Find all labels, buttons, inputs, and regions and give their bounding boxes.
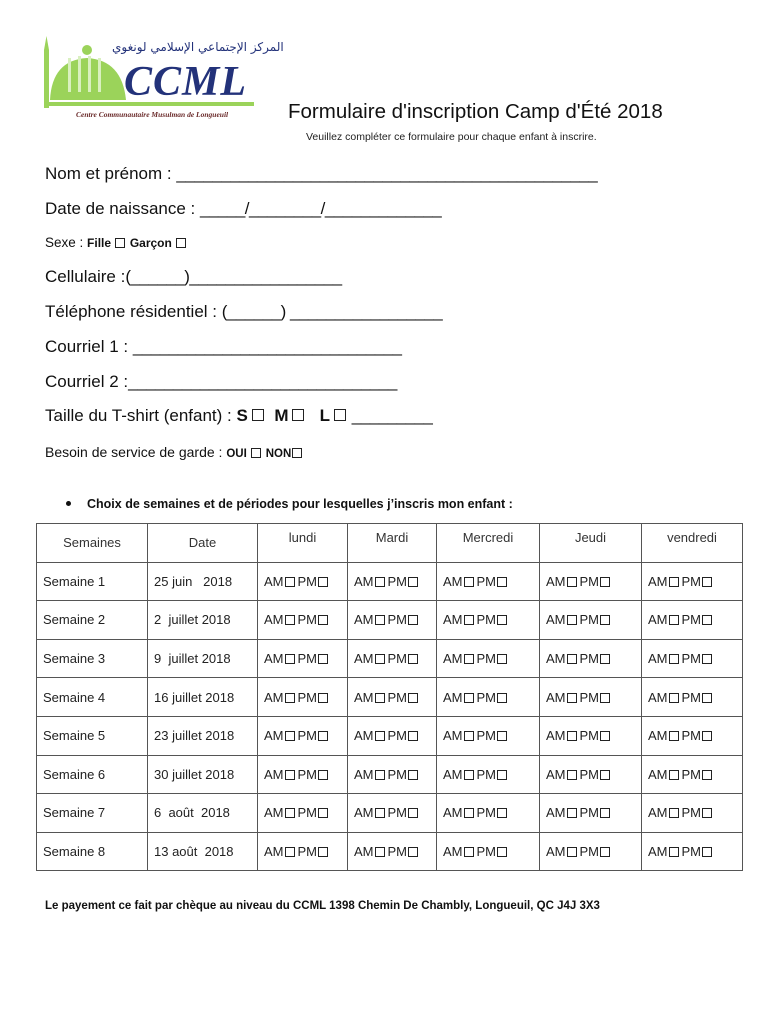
date-cell: 25 juin 2018 bbox=[148, 562, 258, 601]
pm-checkbox[interactable] bbox=[702, 808, 712, 818]
table-row bbox=[37, 678, 743, 717]
week-cell: Semaine 6 bbox=[37, 755, 148, 794]
period-cell bbox=[348, 678, 437, 717]
pm-label: PM bbox=[387, 651, 407, 667]
am-checkbox[interactable] bbox=[464, 731, 474, 741]
am-checkbox[interactable] bbox=[567, 615, 577, 625]
am-checkbox[interactable] bbox=[285, 731, 295, 741]
pm-label: PM bbox=[681, 766, 701, 782]
am-checkbox[interactable] bbox=[669, 693, 679, 703]
am-label: AM bbox=[443, 612, 463, 628]
ccml-logo bbox=[42, 30, 284, 124]
schedule-intro-text: Choix de semaines et de périodes pour lesquelles j’inscris mon enfant : bbox=[87, 497, 513, 511]
am-checkbox[interactable] bbox=[669, 808, 679, 818]
schedule-intro bbox=[66, 497, 513, 511]
dob-label: Date de naissance : bbox=[45, 199, 196, 218]
am-label: AM bbox=[354, 805, 374, 821]
pm-label: PM bbox=[387, 766, 407, 782]
logo-brand: CCML bbox=[124, 59, 248, 105]
am-label: AM bbox=[354, 766, 374, 782]
am-label: AM bbox=[354, 728, 374, 744]
logo-tagline: Centre Communautaire Musulman de Longueuil bbox=[76, 110, 229, 119]
sexe-field bbox=[45, 235, 187, 250]
schedule-header-row bbox=[37, 524, 743, 563]
date-cell: 23 juillet 2018 bbox=[148, 716, 258, 755]
am-label: AM bbox=[264, 573, 284, 589]
am-checkbox[interactable] bbox=[375, 577, 385, 587]
am-label: AM bbox=[648, 728, 668, 744]
am-label: AM bbox=[648, 651, 668, 667]
period-cell bbox=[348, 794, 437, 833]
header-jeudi: Jeudi bbox=[540, 524, 642, 563]
name-field[interactable] bbox=[45, 164, 597, 184]
pm-checkbox[interactable] bbox=[497, 577, 507, 587]
am-checkbox[interactable] bbox=[669, 731, 679, 741]
pm-label: PM bbox=[476, 651, 496, 667]
am-label: AM bbox=[264, 612, 284, 628]
period-cell bbox=[348, 562, 437, 601]
date-cell: 2 juillet 2018 bbox=[148, 601, 258, 640]
dob-line[interactable]: _____/________/_____________ bbox=[200, 199, 442, 218]
phone-field[interactable] bbox=[45, 302, 442, 322]
pm-label: PM bbox=[579, 766, 599, 782]
period-cell bbox=[540, 832, 642, 871]
period-cell bbox=[348, 755, 437, 794]
period-cell bbox=[258, 562, 348, 601]
am-label: AM bbox=[443, 728, 463, 744]
pm-label: PM bbox=[297, 844, 317, 860]
period-cell bbox=[642, 755, 743, 794]
table-row bbox=[37, 716, 743, 755]
am-checkbox[interactable] bbox=[669, 615, 679, 625]
pm-label: PM bbox=[579, 689, 599, 705]
pm-label: PM bbox=[681, 573, 701, 589]
bullet-icon bbox=[66, 501, 71, 506]
am-checkbox[interactable] bbox=[285, 847, 295, 857]
garde-field bbox=[45, 444, 303, 460]
sexe-option-garcon: Garçon bbox=[129, 236, 172, 250]
am-label: AM bbox=[264, 805, 284, 821]
pm-checkbox[interactable] bbox=[600, 808, 610, 818]
pm-label: PM bbox=[681, 689, 701, 705]
pm-label: PM bbox=[297, 689, 317, 705]
am-checkbox[interactable] bbox=[464, 615, 474, 625]
pm-label: PM bbox=[681, 805, 701, 821]
email1-field[interactable] bbox=[45, 337, 402, 357]
period-cell bbox=[540, 678, 642, 717]
period-cell bbox=[642, 832, 743, 871]
period-cell bbox=[437, 755, 540, 794]
email2-label: Courriel 2 : bbox=[45, 372, 129, 391]
period-cell bbox=[540, 716, 642, 755]
table-row bbox=[37, 562, 743, 601]
period-cell bbox=[642, 678, 743, 717]
period-cell bbox=[540, 639, 642, 678]
header-vendredi: vendredi bbox=[642, 524, 743, 563]
am-label: AM bbox=[648, 612, 668, 628]
am-label: AM bbox=[443, 689, 463, 705]
am-label: AM bbox=[354, 651, 374, 667]
pm-label: PM bbox=[476, 728, 496, 744]
period-cell bbox=[540, 755, 642, 794]
pm-checkbox[interactable] bbox=[408, 847, 418, 857]
pm-label: PM bbox=[681, 612, 701, 628]
header-date: Date bbox=[148, 524, 258, 563]
pm-label: PM bbox=[579, 728, 599, 744]
period-cell bbox=[348, 716, 437, 755]
pm-label: PM bbox=[387, 573, 407, 589]
am-label: AM bbox=[546, 689, 566, 705]
pm-checkbox[interactable] bbox=[408, 808, 418, 818]
pm-label: PM bbox=[297, 612, 317, 628]
pm-checkbox[interactable] bbox=[408, 577, 418, 587]
cell-label: Cellulaire : bbox=[45, 267, 126, 286]
period-cell bbox=[437, 716, 540, 755]
pm-checkbox[interactable] bbox=[408, 731, 418, 741]
am-label: AM bbox=[354, 573, 374, 589]
name-line[interactable]: _______________________________________________ bbox=[176, 164, 598, 183]
period-cell bbox=[437, 832, 540, 871]
pm-label: PM bbox=[297, 573, 317, 589]
pm-label: PM bbox=[297, 651, 317, 667]
pm-checkbox[interactable] bbox=[702, 693, 712, 703]
tshirt-s-checkbox[interactable] bbox=[252, 409, 264, 421]
pm-checkbox[interactable] bbox=[408, 770, 418, 780]
pm-label: PM bbox=[297, 766, 317, 782]
am-checkbox[interactable] bbox=[567, 847, 577, 857]
pm-checkbox[interactable] bbox=[600, 577, 610, 587]
am-label: AM bbox=[264, 728, 284, 744]
am-label: AM bbox=[443, 805, 463, 821]
payment-note: Le payement ce fait par chèque au niveau du CCML 1398 Chemin De Chambly, Longueuil, QC J4J 3X3 bbox=[45, 900, 600, 912]
pm-label: PM bbox=[387, 728, 407, 744]
tshirt-line[interactable]: _________ bbox=[351, 406, 433, 425]
tshirt-option-m: M bbox=[274, 406, 289, 425]
pm-label: PM bbox=[476, 573, 496, 589]
am-checkbox[interactable] bbox=[464, 770, 474, 780]
week-cell: Semaine 3 bbox=[37, 639, 148, 678]
period-cell bbox=[642, 639, 743, 678]
pm-checkbox[interactable] bbox=[318, 693, 328, 703]
am-label: AM bbox=[648, 805, 668, 821]
am-checkbox[interactable] bbox=[567, 731, 577, 741]
am-checkbox[interactable] bbox=[375, 693, 385, 703]
garde-oui-checkbox[interactable] bbox=[251, 448, 261, 458]
week-cell: Semaine 5 bbox=[37, 716, 148, 755]
table-row bbox=[37, 794, 743, 833]
form-title: Formulaire d'inscription Camp d'Été 2018 bbox=[288, 100, 663, 123]
period-cell bbox=[642, 601, 743, 640]
pm-checkbox[interactable] bbox=[497, 654, 507, 664]
date-cell: 13 août 2018 bbox=[148, 832, 258, 871]
sexe-option-fille: Fille bbox=[87, 236, 112, 250]
pm-checkbox[interactable] bbox=[600, 693, 610, 703]
pm-label: PM bbox=[476, 766, 496, 782]
am-label: AM bbox=[546, 766, 566, 782]
table-row bbox=[37, 601, 743, 640]
dob-field[interactable] bbox=[45, 199, 441, 219]
week-cell: Semaine 2 bbox=[37, 601, 148, 640]
pm-label: PM bbox=[297, 728, 317, 744]
pm-label: PM bbox=[297, 805, 317, 821]
am-label: AM bbox=[443, 573, 463, 589]
pm-checkbox[interactable] bbox=[600, 770, 610, 780]
pm-checkbox[interactable] bbox=[600, 615, 610, 625]
pm-checkbox[interactable] bbox=[497, 808, 507, 818]
period-cell bbox=[437, 794, 540, 833]
table-row bbox=[37, 832, 743, 871]
date-cell: 16 juillet 2018 bbox=[148, 678, 258, 717]
am-label: AM bbox=[443, 651, 463, 667]
pm-checkbox[interactable] bbox=[497, 731, 507, 741]
table-row bbox=[37, 639, 743, 678]
period-cell bbox=[437, 639, 540, 678]
pm-checkbox[interactable] bbox=[318, 577, 328, 587]
period-cell bbox=[258, 832, 348, 871]
week-cell: Semaine 1 bbox=[37, 562, 148, 601]
pm-label: PM bbox=[579, 573, 599, 589]
pm-checkbox[interactable] bbox=[408, 654, 418, 664]
am-checkbox[interactable] bbox=[375, 770, 385, 780]
email1-line[interactable]: ______________________________ bbox=[132, 337, 402, 356]
pm-checkbox[interactable] bbox=[702, 654, 712, 664]
am-label: AM bbox=[546, 651, 566, 667]
period-cell bbox=[540, 601, 642, 640]
tshirt-l-checkbox[interactable] bbox=[334, 409, 346, 421]
pm-label: PM bbox=[476, 805, 496, 821]
am-label: AM bbox=[546, 805, 566, 821]
am-checkbox[interactable] bbox=[567, 654, 577, 664]
table-row bbox=[37, 755, 743, 794]
period-cell bbox=[258, 639, 348, 678]
am-label: AM bbox=[443, 844, 463, 860]
pm-checkbox[interactable] bbox=[600, 731, 610, 741]
pm-label: PM bbox=[387, 805, 407, 821]
period-cell bbox=[540, 562, 642, 601]
period-cell bbox=[540, 794, 642, 833]
week-cell: Semaine 7 bbox=[37, 794, 148, 833]
am-checkbox[interactable] bbox=[669, 847, 679, 857]
am-label: AM bbox=[443, 766, 463, 782]
pm-checkbox[interactable] bbox=[600, 847, 610, 857]
header-lundi: lundi bbox=[258, 524, 348, 563]
am-label: AM bbox=[264, 766, 284, 782]
week-cell: Semaine 8 bbox=[37, 832, 148, 871]
garde-option-non: NON bbox=[265, 448, 292, 460]
pm-checkbox[interactable] bbox=[702, 577, 712, 587]
pm-checkbox[interactable] bbox=[702, 731, 712, 741]
pm-checkbox[interactable] bbox=[497, 847, 507, 857]
tshirt-label: Taille du T-shirt (enfant) : bbox=[45, 406, 232, 425]
garde-non-checkbox[interactable] bbox=[292, 448, 302, 458]
pm-label: PM bbox=[387, 612, 407, 628]
am-checkbox[interactable] bbox=[375, 654, 385, 664]
am-label: AM bbox=[546, 728, 566, 744]
period-cell bbox=[258, 716, 348, 755]
email2-field[interactable] bbox=[45, 372, 397, 392]
period-cell bbox=[258, 678, 348, 717]
tshirt-option-l: L bbox=[319, 406, 331, 425]
am-checkbox[interactable] bbox=[285, 808, 295, 818]
am-label: AM bbox=[354, 689, 374, 705]
tshirt-option-s: S bbox=[236, 406, 248, 425]
am-label: AM bbox=[648, 573, 668, 589]
phone-line[interactable]: (______) _________________ bbox=[221, 302, 443, 321]
am-label: AM bbox=[354, 844, 374, 860]
am-checkbox[interactable] bbox=[285, 577, 295, 587]
am-checkbox[interactable] bbox=[567, 808, 577, 818]
pm-label: PM bbox=[681, 728, 701, 744]
pm-checkbox[interactable] bbox=[318, 847, 328, 857]
am-checkbox[interactable] bbox=[375, 847, 385, 857]
pm-label: PM bbox=[387, 844, 407, 860]
week-cell: Semaine 4 bbox=[37, 678, 148, 717]
date-cell: 30 juillet 2018 bbox=[148, 755, 258, 794]
period-cell bbox=[348, 601, 437, 640]
period-cell bbox=[258, 601, 348, 640]
am-checkbox[interactable] bbox=[285, 615, 295, 625]
pm-label: PM bbox=[681, 651, 701, 667]
am-checkbox[interactable] bbox=[669, 654, 679, 664]
form-subtitle: Veuillez compléter ce formulaire pour chaque enfant à inscrire. bbox=[306, 131, 597, 143]
am-checkbox[interactable] bbox=[464, 808, 474, 818]
garcon-checkbox[interactable] bbox=[176, 238, 186, 248]
period-cell bbox=[642, 562, 743, 601]
am-checkbox[interactable] bbox=[375, 731, 385, 741]
pm-label: PM bbox=[476, 844, 496, 860]
sexe-label: Sexe : bbox=[45, 235, 84, 250]
pm-checkbox[interactable] bbox=[497, 693, 507, 703]
am-label: AM bbox=[648, 844, 668, 860]
date-cell: 6 août 2018 bbox=[148, 794, 258, 833]
pm-checkbox[interactable] bbox=[318, 615, 328, 625]
garde-option-oui: OUI bbox=[226, 448, 247, 460]
am-label: AM bbox=[546, 612, 566, 628]
pm-checkbox[interactable] bbox=[600, 654, 610, 664]
period-cell bbox=[348, 832, 437, 871]
header-mardi: Mardi bbox=[348, 524, 437, 563]
header-semaines: Semaines bbox=[37, 524, 148, 563]
am-checkbox[interactable] bbox=[285, 654, 295, 664]
am-checkbox[interactable] bbox=[669, 577, 679, 587]
pm-label: PM bbox=[387, 689, 407, 705]
am-checkbox[interactable] bbox=[567, 577, 577, 587]
pm-label: PM bbox=[579, 844, 599, 860]
am-checkbox[interactable] bbox=[464, 654, 474, 664]
am-checkbox[interactable] bbox=[285, 770, 295, 780]
period-cell bbox=[258, 794, 348, 833]
pm-label: PM bbox=[579, 805, 599, 821]
pm-label: PM bbox=[579, 651, 599, 667]
period-cell bbox=[642, 794, 743, 833]
logo-arabic-text: المركز الإجتماعي الإسلامي لونغوي bbox=[112, 40, 284, 54]
pm-checkbox[interactable] bbox=[318, 654, 328, 664]
email2-line[interactable]: ______________________________ bbox=[128, 372, 397, 391]
am-label: AM bbox=[546, 844, 566, 860]
pm-label: PM bbox=[476, 689, 496, 705]
tshirt-field bbox=[45, 406, 432, 426]
pm-checkbox[interactable] bbox=[318, 770, 328, 780]
pm-label: PM bbox=[579, 612, 599, 628]
name-label: Nom et prénom : bbox=[45, 164, 172, 183]
fille-checkbox[interactable] bbox=[115, 238, 125, 248]
am-checkbox[interactable] bbox=[464, 693, 474, 703]
period-cell bbox=[348, 639, 437, 678]
period-cell bbox=[258, 755, 348, 794]
am-checkbox[interactable] bbox=[669, 770, 679, 780]
am-checkbox[interactable] bbox=[567, 770, 577, 780]
schedule-table bbox=[36, 523, 743, 871]
phone-label: Téléphone résidentiel : bbox=[45, 302, 218, 321]
cell-line[interactable]: (______)_________________ bbox=[125, 267, 342, 286]
pm-label: PM bbox=[476, 612, 496, 628]
cell-field[interactable] bbox=[45, 267, 342, 287]
am-label: AM bbox=[354, 612, 374, 628]
am-label: AM bbox=[264, 651, 284, 667]
am-label: AM bbox=[264, 844, 284, 860]
am-checkbox[interactable] bbox=[375, 615, 385, 625]
pm-checkbox[interactable] bbox=[702, 770, 712, 780]
pm-checkbox[interactable] bbox=[702, 847, 712, 857]
am-label: AM bbox=[648, 689, 668, 705]
pm-checkbox[interactable] bbox=[702, 615, 712, 625]
am-checkbox[interactable] bbox=[375, 808, 385, 818]
garde-label: Besoin de service de garde : bbox=[45, 444, 223, 460]
tshirt-m-checkbox[interactable] bbox=[292, 409, 304, 421]
am-checkbox[interactable] bbox=[567, 693, 577, 703]
pm-checkbox[interactable] bbox=[497, 615, 507, 625]
email1-label: Courriel 1 : bbox=[45, 337, 129, 356]
pm-checkbox[interactable] bbox=[318, 731, 328, 741]
am-label: AM bbox=[546, 573, 566, 589]
header-mercredi: Mercredi bbox=[437, 524, 540, 563]
am-label: AM bbox=[264, 689, 284, 705]
pm-checkbox[interactable] bbox=[408, 615, 418, 625]
period-cell bbox=[642, 716, 743, 755]
am-checkbox[interactable] bbox=[285, 693, 295, 703]
period-cell bbox=[437, 678, 540, 717]
pm-checkbox[interactable] bbox=[408, 693, 418, 703]
period-cell bbox=[437, 562, 540, 601]
am-checkbox[interactable] bbox=[464, 577, 474, 587]
am-label: AM bbox=[648, 766, 668, 782]
period-cell bbox=[437, 601, 540, 640]
pm-checkbox[interactable] bbox=[318, 808, 328, 818]
date-cell: 9 juillet 2018 bbox=[148, 639, 258, 678]
am-checkbox[interactable] bbox=[464, 847, 474, 857]
pm-label: PM bbox=[681, 844, 701, 860]
pm-checkbox[interactable] bbox=[497, 770, 507, 780]
